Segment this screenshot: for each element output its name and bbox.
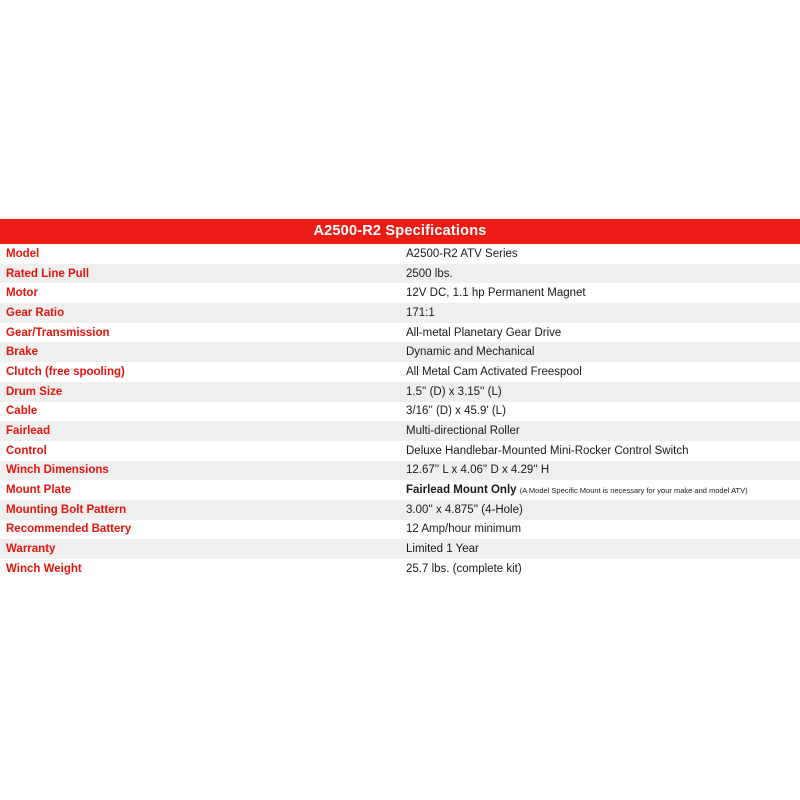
table-row [0,323,800,343]
spec-label: Winch Weight [6,562,82,575]
spec-label: Fairlead [6,425,51,438]
table-title: A2500-R2 Specifications [0,219,800,244]
table-row [0,264,800,284]
table-row [0,244,800,264]
table-row [0,559,800,579]
spec-label: Gear/Transmission [6,326,110,339]
spec-value: 12V DC, 1.1 hp Permanent Magnet [406,287,586,300]
spec-value: 3.00'' x 4.875'' (4-Hole) [406,503,523,516]
table-row [0,520,800,540]
spec-label: Mounting Bolt Pattern [6,503,127,516]
spec-label: Cable [6,405,38,418]
spec-label: Winch Dimensions [6,464,109,477]
spec-value: A2500-R2 ATV Series [406,247,518,260]
table-row [0,461,800,481]
spec-label: Recommended Battery [6,523,132,536]
spec-value: 2500 lbs. [406,267,453,280]
table-body [0,219,800,579]
spec-label: Drum Size [6,385,63,398]
spec-value: All Metal Cam Activated Freespool [406,365,582,378]
table-row [0,382,800,402]
spec-label: Brake [6,346,38,359]
spec-label: Clutch (free spooling) [6,365,125,378]
spec-value: 12 Amp/hour minimum [406,523,522,536]
spec-label: Mount Plate [6,484,72,497]
table-row [0,441,800,461]
specifications-table [0,219,800,579]
spec-value [400,480,800,500]
spec-label: Control [6,444,47,457]
table-title-row [0,219,800,244]
table-row [0,402,800,422]
table-row [0,283,800,303]
spec-label: Gear Ratio [6,306,65,319]
spec-label: Model [6,247,40,260]
table-row [0,362,800,382]
table-row [0,421,800,441]
table-row [0,303,800,323]
spec-value-text: Fairlead Mount Only [406,484,517,497]
table-row [0,342,800,362]
spec-value: Deluxe Handlebar-Mounted Mini-Rocker Control Switch [406,444,689,457]
spec-label: Motor [6,287,38,300]
spec-value: 171:1 [406,306,435,319]
spec-label: Rated Line Pull [6,267,90,280]
spec-value: All-metal Planetary Gear Drive [406,326,562,339]
spec-value: Dynamic and Mechanical [406,346,535,359]
spec-value-note: (A Model Specific Mount is necessary for your make and model ATV) [519,486,748,496]
spec-label: Warranty [6,543,56,556]
table-row [0,539,800,559]
spec-value: Multi-directional Roller [406,425,520,438]
spec-value: 1.5'' (D) x 3.15'' (L) [406,385,502,398]
spec-value: 3/16'' (D) x 45.9' (L) [406,405,506,418]
spec-value: 25.7 lbs. (complete kit) [406,562,522,575]
spec-value: Limited 1 Year [406,543,479,556]
table-row [0,500,800,520]
table-row [0,480,800,500]
spec-value: 12.67'' L x 4.06'' D x 4.29'' H [406,464,550,477]
